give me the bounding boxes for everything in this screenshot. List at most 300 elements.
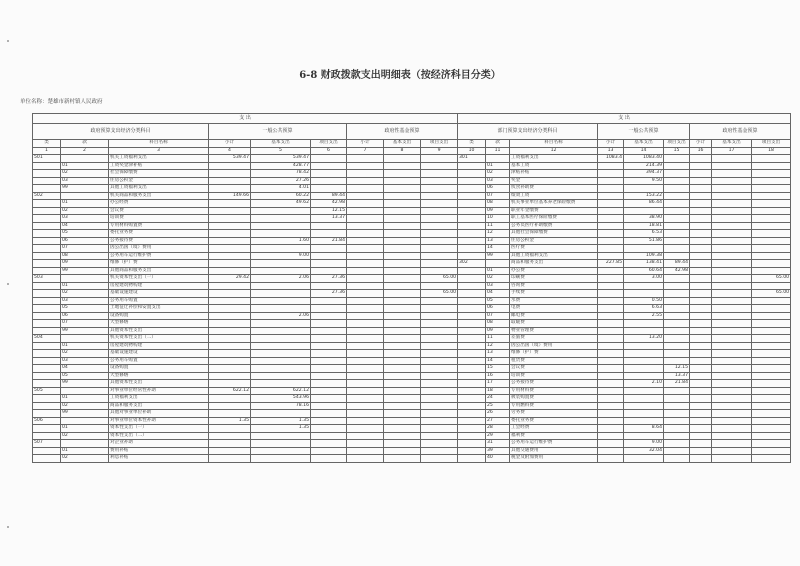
item-code-cell: 07: [486, 312, 510, 320]
class-code-cell: [33, 170, 61, 178]
amount-cell: [752, 260, 791, 268]
item-code-cell: [61, 275, 109, 283]
class-code-cell: [33, 357, 61, 365]
amount-cell: [664, 410, 690, 418]
amount-cell: [421, 357, 458, 365]
general-budget-group-header: 一般公共预算: [209, 124, 347, 140]
amount-cell: [712, 372, 752, 380]
column-header: 款: [61, 140, 109, 148]
amount-cell: [311, 267, 347, 275]
amount-cell: [209, 365, 251, 373]
amount-cell: [752, 320, 791, 328]
amount-cell: [421, 215, 458, 223]
amount-cell: [712, 425, 752, 433]
amount-cell: [690, 282, 712, 290]
amount-cell: [752, 455, 791, 463]
amount-cell: [311, 320, 347, 328]
item-name-cell: 津贴补贴: [510, 170, 598, 178]
class-code-cell: [458, 275, 486, 283]
amount-cell: [251, 410, 311, 418]
amount-cell: [690, 425, 712, 433]
item-code-cell: 12: [486, 342, 510, 350]
amount-cell: [347, 312, 384, 320]
amount-cell: 51.86: [624, 237, 664, 245]
item-code-cell: 07: [61, 245, 109, 253]
class-code-cell: [33, 267, 61, 275]
amount-cell: [598, 297, 624, 305]
amount-cell: [421, 155, 458, 163]
amount-cell: [752, 380, 791, 388]
item-name-cell: 基本工资: [510, 162, 598, 170]
item-code-cell: 99: [61, 267, 109, 275]
amount-cell: 2.55: [624, 312, 664, 320]
amount-cell: [624, 365, 664, 373]
amount-cell: [311, 410, 347, 418]
item-code-cell: 13: [486, 237, 510, 245]
amount-cell: [712, 245, 752, 253]
column-number: 16: [690, 147, 712, 155]
amount-cell: [598, 335, 624, 343]
item-name-cell: 机关资本性支出（二）: [109, 335, 209, 343]
amount-cell: [690, 447, 712, 455]
class-code-cell: [33, 380, 61, 388]
item-name-cell: 公务员医疗补助缴费: [510, 222, 598, 230]
table-row: [458, 162, 791, 170]
class-code-cell: [458, 290, 486, 298]
amount-cell: [347, 440, 384, 448]
class-code-cell: [458, 320, 486, 328]
amount-cell: [384, 432, 421, 440]
amount-cell: [712, 335, 752, 343]
class-code-cell: [33, 432, 61, 440]
amount-cell: [384, 440, 421, 448]
table-row: [458, 342, 791, 350]
amount-cell: 27.26: [251, 177, 311, 185]
amount-cell: [384, 327, 421, 335]
amount-cell: [421, 185, 458, 193]
amount-cell: [598, 372, 624, 380]
amount-cell: [598, 320, 624, 328]
class-code-cell: [33, 200, 61, 208]
amount-cell: [752, 440, 791, 448]
item-code-cell: 07: [61, 320, 109, 328]
class-code-cell: [33, 320, 61, 328]
section-header: 支 出: [458, 114, 791, 124]
amount-cell: [421, 335, 458, 343]
item-name-cell: 工资奖金津补贴: [109, 162, 209, 170]
table-row: [458, 447, 791, 455]
item-name-cell: 手续费: [510, 290, 598, 298]
amount-cell: [209, 305, 251, 313]
amount-cell: [752, 357, 791, 365]
table-row: [33, 320, 458, 328]
amount-cell: [752, 312, 791, 320]
item-code-cell: 03: [61, 297, 109, 305]
amount-cell: [311, 455, 347, 463]
amount-cell: [384, 410, 421, 418]
amount-cell: [712, 207, 752, 215]
amount-cell: [251, 282, 311, 290]
column-number: 7: [347, 147, 384, 155]
amount-cell: [690, 455, 712, 463]
amount-cell: 65.00: [752, 275, 791, 283]
item-code-cell: 31: [486, 440, 510, 448]
amount-cell: [311, 170, 347, 178]
table-row: [33, 350, 458, 358]
amount-cell: [690, 335, 712, 343]
amount-cell: [347, 357, 384, 365]
amount-cell: 65.00: [421, 290, 458, 298]
amount-cell: [752, 387, 791, 395]
table-row: [33, 387, 458, 395]
item-name-cell: 机关商品和服务支出: [109, 192, 209, 200]
amount-cell: 89.44: [311, 192, 347, 200]
class-code-cell: [458, 335, 486, 343]
amount-cell: [384, 297, 421, 305]
amount-cell: 138.41: [624, 260, 664, 268]
table-row: [458, 305, 791, 313]
amount-cell: [311, 432, 347, 440]
item-code-cell: [61, 335, 109, 343]
amount-cell: [712, 380, 752, 388]
amount-cell: [311, 252, 347, 260]
amount-cell: 49.62: [251, 200, 311, 208]
table-row: [33, 170, 458, 178]
column-number: 2: [61, 147, 109, 155]
item-code-cell: 06: [486, 305, 510, 313]
amount-cell: [421, 312, 458, 320]
amount-cell: [421, 410, 458, 418]
class-code-cell: [458, 305, 486, 313]
class-code-cell: [458, 432, 486, 440]
amount-cell: [690, 372, 712, 380]
amount-cell: [598, 327, 624, 335]
amount-cell: [664, 162, 690, 170]
amount-cell: [384, 177, 421, 185]
amount-cell: [598, 200, 624, 208]
amount-cell: [624, 402, 664, 410]
table-row: [458, 177, 791, 185]
class-code-cell: [33, 230, 61, 238]
amount-cell: [421, 177, 458, 185]
amount-cell: [624, 185, 664, 193]
amount-cell: [311, 417, 347, 425]
amount-cell: [664, 215, 690, 223]
amount-cell: [209, 395, 251, 403]
amount-cell: [752, 162, 791, 170]
amount-cell: [347, 162, 384, 170]
item-code-cell: 01: [61, 395, 109, 403]
amount-cell: [664, 357, 690, 365]
table-row: [458, 372, 791, 380]
amount-cell: [251, 447, 311, 455]
amount-cell: [624, 320, 664, 328]
amount-cell: [421, 455, 458, 463]
amount-cell: 1.35: [209, 417, 251, 425]
amount-cell: [712, 327, 752, 335]
amount-cell: [690, 267, 712, 275]
amount-cell: [347, 207, 384, 215]
amount-cell: [712, 305, 752, 313]
table-row: [33, 155, 458, 163]
amount-cell: [690, 245, 712, 253]
amount-cell: [752, 222, 791, 230]
column-header: 基本支出: [712, 140, 752, 148]
table-row: [33, 222, 458, 230]
table-row: [458, 170, 791, 178]
table-row: [458, 252, 791, 260]
item-name-cell: 住房公积金: [109, 177, 209, 185]
item-code-cell: 01: [61, 162, 109, 170]
class-code-cell: 302: [458, 260, 486, 268]
table-row: [458, 282, 791, 290]
amount-cell: [598, 410, 624, 418]
amount-cell: [384, 155, 421, 163]
amount-cell: [311, 342, 347, 350]
table-row: [458, 320, 791, 328]
amount-cell: [347, 372, 384, 380]
item-code-cell: 09: [486, 207, 510, 215]
table-row: [458, 192, 791, 200]
amount-cell: [347, 350, 384, 358]
amount-cell: [712, 177, 752, 185]
classification-group-header: 政府预算支出经济分类科目: [33, 124, 209, 140]
item-code-cell: 11: [486, 222, 510, 230]
amount-cell: [347, 327, 384, 335]
table-row: [33, 455, 458, 463]
column-header: 项目支出: [664, 140, 690, 148]
amount-cell: [712, 267, 752, 275]
amount-cell: [209, 447, 251, 455]
amount-cell: 394.37: [624, 170, 664, 178]
item-name-cell: 费用补贴: [109, 447, 209, 455]
table-row: [458, 200, 791, 208]
amount-cell: [347, 275, 384, 283]
amount-cell: [712, 387, 752, 395]
amount-cell: 622.12: [209, 387, 251, 395]
amount-cell: [347, 380, 384, 388]
item-code-cell: 28: [486, 425, 510, 433]
amount-cell: [347, 290, 384, 298]
amount-cell: [421, 297, 458, 305]
table-row: [33, 380, 458, 388]
amount-cell: [690, 222, 712, 230]
amount-cell: [598, 222, 624, 230]
amount-cell: [209, 177, 251, 185]
amount-cell: [209, 230, 251, 238]
item-name-cell: 取暖费: [510, 320, 598, 328]
amount-cell: [690, 350, 712, 358]
amount-cell: [664, 290, 690, 298]
table-row: [33, 230, 458, 238]
item-name-cell: 住房公积金: [510, 237, 598, 245]
amount-cell: [311, 297, 347, 305]
class-code-cell: [458, 185, 486, 193]
item-code-cell: 11: [486, 335, 510, 343]
amount-cell: [690, 155, 712, 163]
amount-cell: [664, 192, 690, 200]
item-code-cell: 05: [61, 230, 109, 238]
amount-cell: [384, 357, 421, 365]
column-header: 基本支出: [251, 140, 311, 148]
table-row: [458, 387, 791, 395]
column-number: 5: [251, 147, 311, 155]
amount-cell: [311, 230, 347, 238]
amount-cell: [752, 177, 791, 185]
amount-cell: [690, 432, 712, 440]
amount-cell: [251, 215, 311, 223]
amount-cell: [209, 440, 251, 448]
class-code-cell: [33, 260, 61, 268]
amount-cell: [384, 402, 421, 410]
class-code-cell: [458, 365, 486, 373]
amount-cell: [664, 297, 690, 305]
item-code-cell: 08: [486, 200, 510, 208]
amount-cell: [690, 357, 712, 365]
amount-cell: [598, 162, 624, 170]
amount-cell: [752, 335, 791, 343]
amount-cell: [598, 365, 624, 373]
class-code-cell: [458, 350, 486, 358]
amount-cell: [664, 395, 690, 403]
table-row: [458, 267, 791, 275]
table-row: [33, 440, 458, 448]
item-name-cell: 其他交通费用: [510, 447, 598, 455]
column-number-row: [458, 147, 791, 155]
amount-cell: 29.42: [209, 275, 251, 283]
amount-cell: [664, 245, 690, 253]
item-name-cell: 职业年金缴费: [510, 207, 598, 215]
item-code-cell: 01: [61, 282, 109, 290]
item-code-cell: 18: [486, 387, 510, 395]
item-name-cell: 因公出国（境）费用: [109, 245, 209, 253]
amount-cell: [664, 425, 690, 433]
amount-cell: [209, 260, 251, 268]
item-name-cell: 对事业单位经常性补助: [109, 387, 209, 395]
column-number: 4: [209, 147, 251, 155]
table-row: [33, 252, 458, 260]
amount-cell: [421, 170, 458, 178]
amount-cell: [624, 432, 664, 440]
item-name-cell: 咨询费: [510, 282, 598, 290]
amount-cell: [251, 267, 311, 275]
class-code-cell: [33, 312, 61, 320]
amount-cell: [421, 282, 458, 290]
amount-cell: [384, 215, 421, 223]
amount-cell: [209, 350, 251, 358]
amount-cell: [347, 282, 384, 290]
amount-cell: [664, 305, 690, 313]
item-code-cell: 39: [486, 447, 510, 455]
class-code-cell: [458, 230, 486, 238]
class-code-cell: [458, 327, 486, 335]
amount-cell: [384, 200, 421, 208]
amount-cell: [421, 387, 458, 395]
amount-cell: [690, 402, 712, 410]
item-code-cell: 10: [486, 215, 510, 223]
amount-cell: [384, 350, 421, 358]
amount-cell: [712, 342, 752, 350]
item-name-cell: 电费: [510, 305, 598, 313]
amount-cell: [598, 342, 624, 350]
amount-cell: 1.60: [251, 237, 311, 245]
amount-cell: [712, 440, 752, 448]
amount-cell: [421, 380, 458, 388]
amount-cell: [384, 320, 421, 328]
amount-cell: [347, 185, 384, 193]
amount-cell: 60.22: [251, 192, 311, 200]
amount-cell: [690, 170, 712, 178]
item-name-cell: 其他资本性支出: [109, 380, 209, 388]
amount-cell: [690, 207, 712, 215]
amount-cell: [664, 282, 690, 290]
amount-cell: [712, 365, 752, 373]
amount-cell: 9.50: [624, 177, 664, 185]
amount-cell: [712, 312, 752, 320]
item-code-cell: 09: [61, 260, 109, 268]
table-row: [33, 192, 458, 200]
column-header: 科目名称: [510, 140, 598, 148]
amount-cell: [752, 215, 791, 223]
class-code-cell: [33, 455, 61, 463]
amount-cell: [347, 410, 384, 418]
unit-label: 单位名称：楚雄市新村镇人民政府: [20, 99, 103, 105]
amount-cell: [664, 230, 690, 238]
amount-cell: [421, 447, 458, 455]
class-code-cell: [458, 395, 486, 403]
class-code-cell: [33, 215, 61, 223]
amount-cell: [421, 267, 458, 275]
amount-cell: [690, 387, 712, 395]
amount-cell: 21.84: [664, 380, 690, 388]
table-row: [33, 417, 458, 425]
amount-cell: [384, 222, 421, 230]
amount-cell: [598, 275, 624, 283]
amount-cell: [690, 200, 712, 208]
column-number: 13: [598, 147, 624, 155]
page-title: 6-8 财政拨款支出明细表（按经济科目分类）: [299, 70, 501, 81]
amount-cell: [209, 372, 251, 380]
amount-cell: [384, 417, 421, 425]
column-header-row: [33, 140, 458, 148]
table-row: [33, 447, 458, 455]
amount-cell: [421, 222, 458, 230]
item-name-cell: 公务接待费: [510, 380, 598, 388]
amount-cell: [251, 222, 311, 230]
item-name-cell: 商品和服务支出: [109, 402, 209, 410]
amount-cell: [384, 342, 421, 350]
table-row: [33, 297, 458, 305]
class-code-cell: [458, 380, 486, 388]
item-name-cell: 工会经费: [510, 425, 598, 433]
amount-cell: [209, 402, 251, 410]
class-code-cell: [458, 222, 486, 230]
table-row: [458, 290, 791, 298]
amount-cell: [690, 440, 712, 448]
column-number: 3: [109, 147, 209, 155]
item-name-cell: 租赁费: [510, 357, 598, 365]
table-row: [33, 372, 458, 380]
amount-cell: [690, 297, 712, 305]
item-code-cell: 25: [486, 402, 510, 410]
amount-cell: [384, 260, 421, 268]
amount-cell: [752, 237, 791, 245]
column-number-row: [33, 147, 458, 155]
item-name-cell: 其他工资福利支出: [510, 252, 598, 260]
item-code-cell: 40: [486, 455, 510, 463]
amount-cell: [624, 342, 664, 350]
amount-cell: [752, 305, 791, 313]
